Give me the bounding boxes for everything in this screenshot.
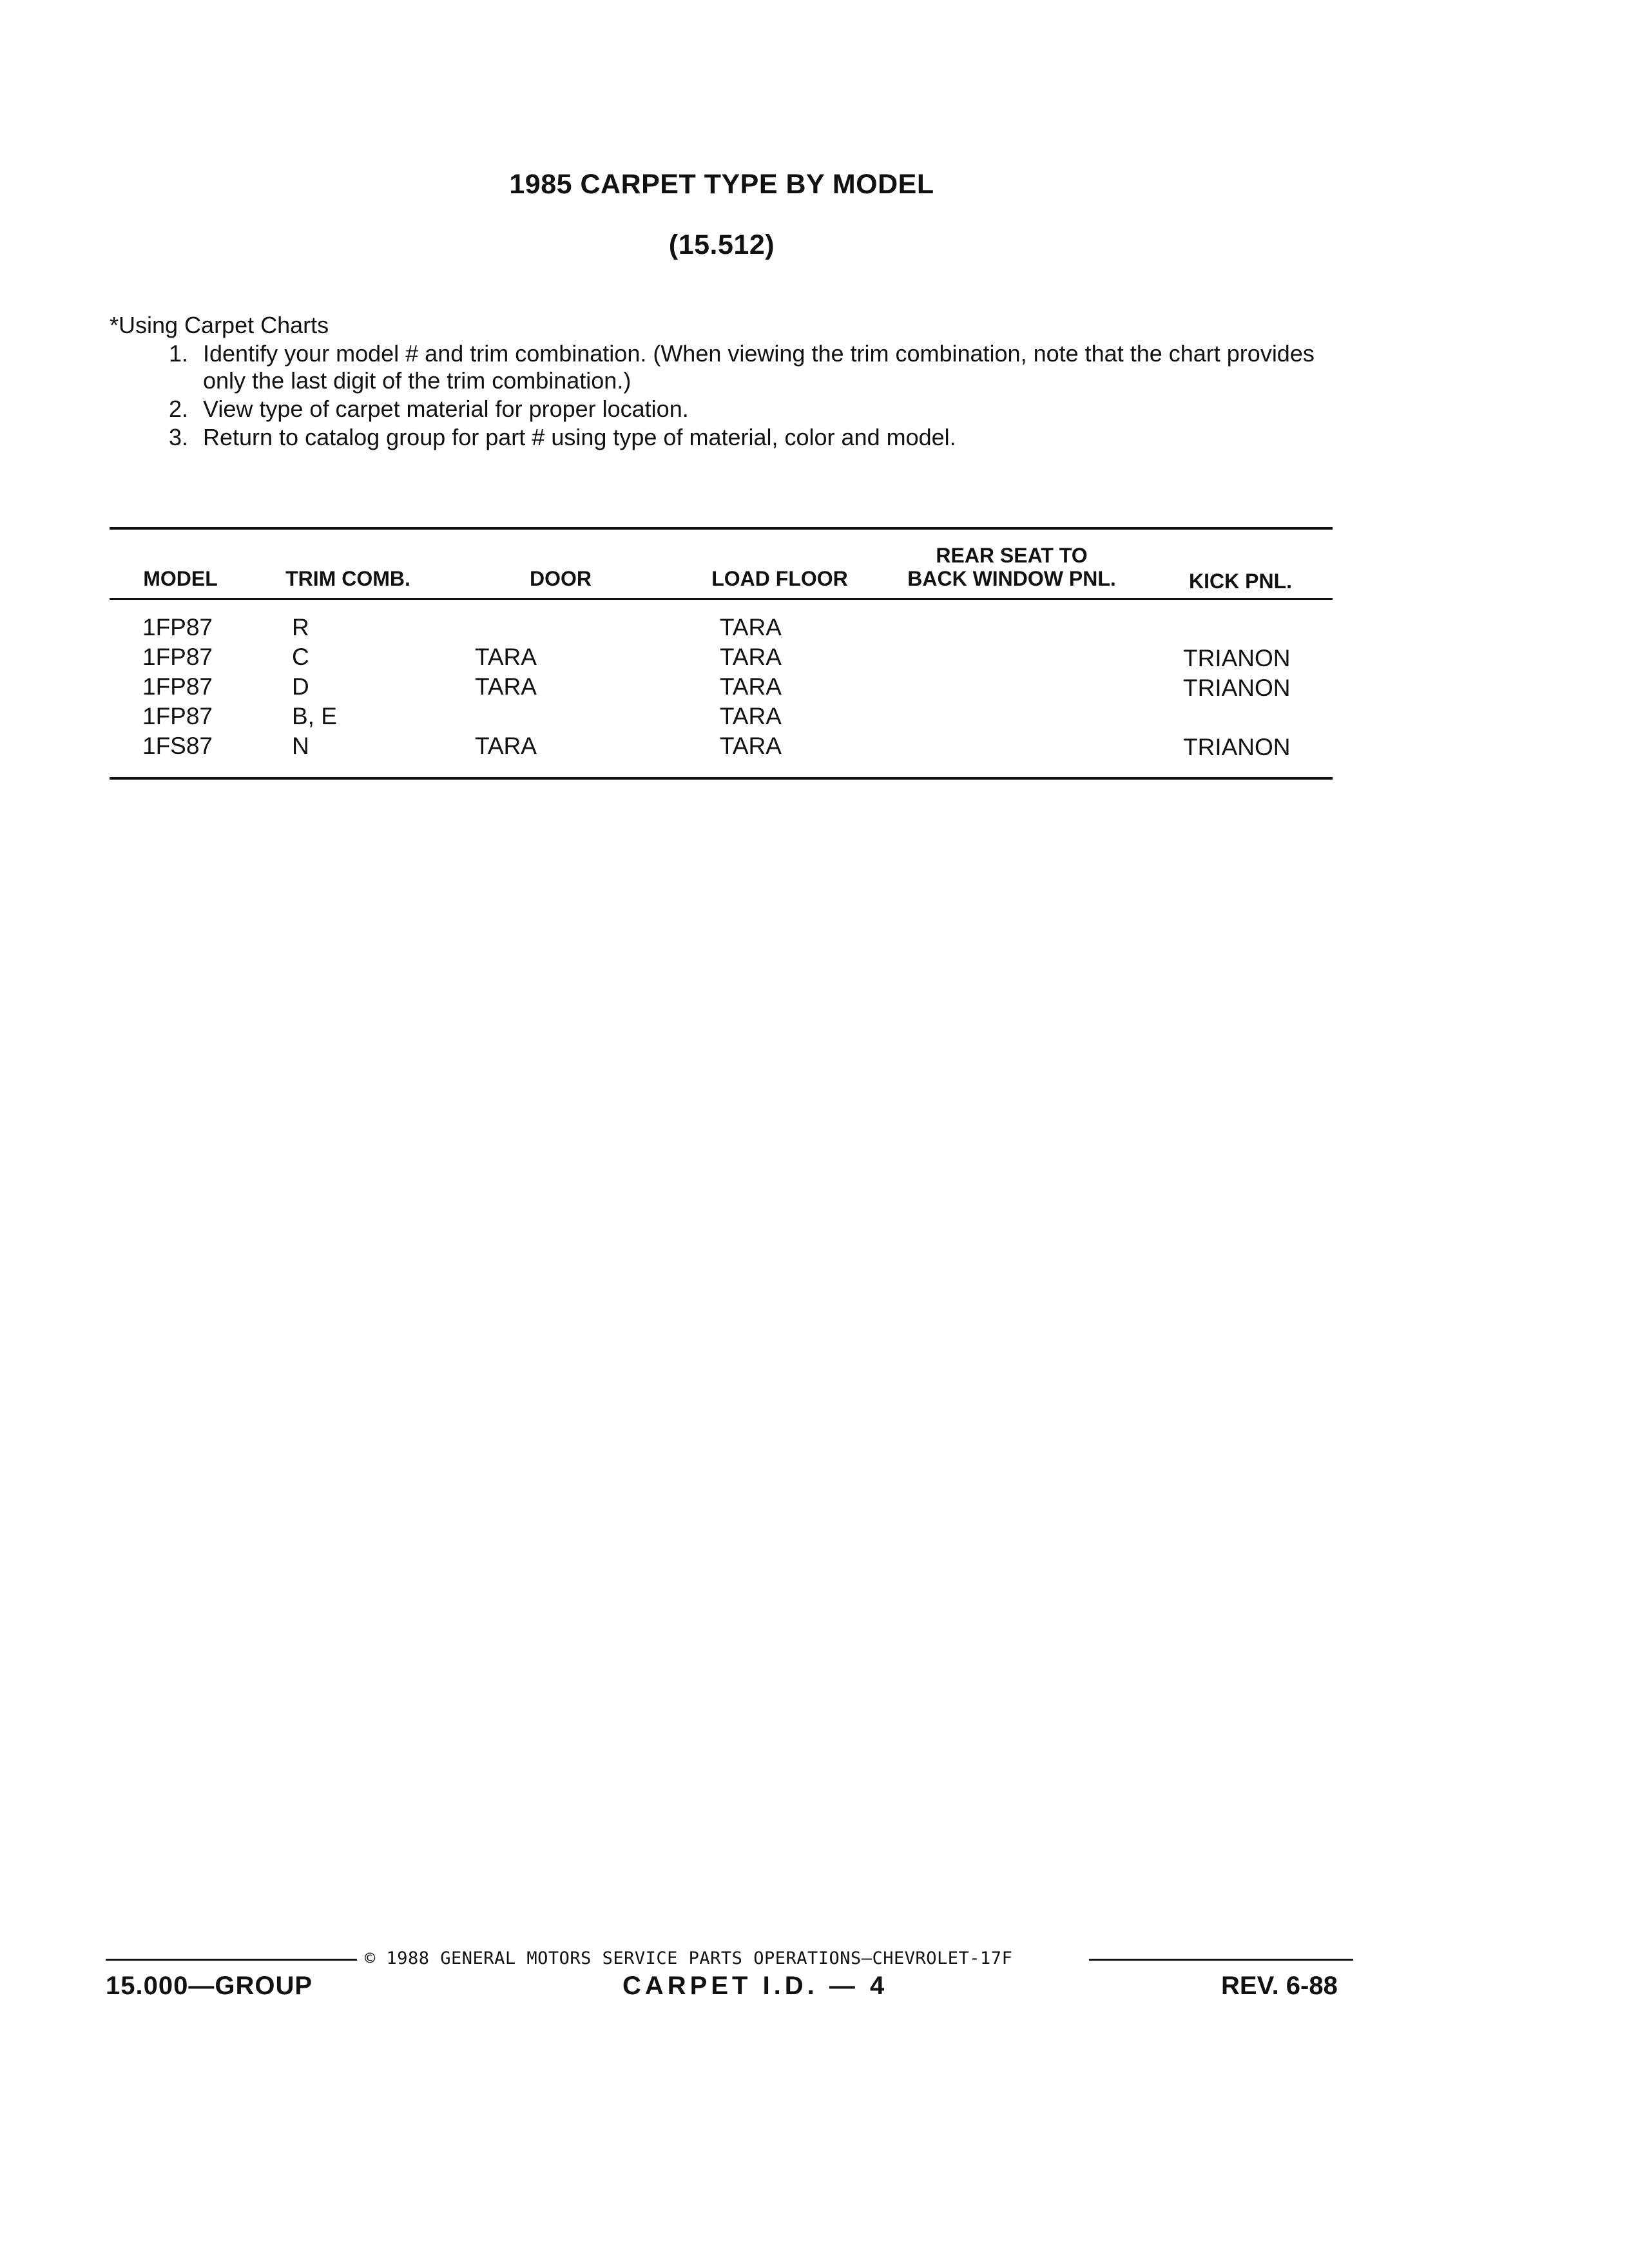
cell-load-floor: TARA <box>720 733 782 759</box>
cell-trim: C <box>292 644 309 670</box>
instructions-list <box>169 340 1329 452</box>
cell-model: 1FP87 <box>142 673 213 700</box>
header-trim-comb: TRIM COMB. <box>285 567 410 590</box>
cell-kick: TRIANON <box>1183 734 1291 760</box>
footer-rule-right <box>1089 1959 1353 1961</box>
section-number: (15.512) <box>668 229 775 260</box>
cell-kick: TRIANON <box>1183 645 1291 671</box>
footer-rule-left <box>106 1959 357 1961</box>
cell-load-floor: TARA <box>720 614 782 640</box>
cell-trim: B, E <box>292 703 337 729</box>
cell-model: 1FP87 <box>142 644 213 670</box>
table-header-rule <box>110 598 1333 600</box>
header-rear-seat-line1: REAR SEAT TO <box>936 544 1088 567</box>
header-door: DOOR <box>530 567 592 590</box>
footer-group: 15.000—GROUP <box>106 1972 313 2000</box>
step-number: 3. <box>169 424 189 450</box>
header-rear-seat-line2: BACK WINDOW PNL. <box>907 567 1116 590</box>
header-load-floor: LOAD FLOOR <box>711 567 848 590</box>
instructions-intro: *Using Carpet Charts <box>110 312 329 338</box>
cell-model: 1FP87 <box>142 703 213 729</box>
cell-model: 1FP87 <box>142 614 213 640</box>
cell-door: TARA <box>475 673 537 700</box>
table-bottom-rule <box>110 777 1333 780</box>
cell-trim: N <box>292 733 309 759</box>
step-text: View type of carpet material for proper location. <box>203 396 689 422</box>
cell-load-floor: TARA <box>720 644 782 670</box>
page-title: 1985 CARPET TYPE BY MODEL <box>509 169 934 200</box>
instruction-step <box>169 396 1329 423</box>
instruction-step <box>169 340 1329 394</box>
cell-trim: D <box>292 673 309 700</box>
instruction-step <box>169 424 1329 451</box>
footer-copyright: © 1988 GENERAL MOTORS SERVICE PARTS OPERATIONS—CHEVROLET-17F <box>365 1948 1013 1968</box>
cell-door: TARA <box>475 733 537 759</box>
header-kick-pnl: KICK PNL. <box>1189 570 1292 593</box>
footer-page: CARPET I.D. — 4 <box>622 1972 889 2000</box>
cell-door: TARA <box>475 644 537 670</box>
step-number: 1. <box>169 340 189 367</box>
step-text: Identify your model # and trim combination. (When viewing the trim combination, note that the chart provides only the last digit of the trim combination.) <box>203 340 1315 394</box>
footer-revision: REV. 6-88 <box>1221 1972 1338 2000</box>
cell-trim: R <box>292 614 309 640</box>
cell-model: 1FS87 <box>142 733 213 759</box>
cell-load-floor: TARA <box>720 673 782 700</box>
cell-kick: TRIANON <box>1183 675 1291 701</box>
step-number: 2. <box>169 396 189 422</box>
cell-load-floor: TARA <box>720 703 782 729</box>
step-text: Return to catalog group for part # using type of material, color and model. <box>203 424 956 450</box>
header-model: MODEL <box>143 567 218 590</box>
table-top-rule <box>110 527 1333 530</box>
